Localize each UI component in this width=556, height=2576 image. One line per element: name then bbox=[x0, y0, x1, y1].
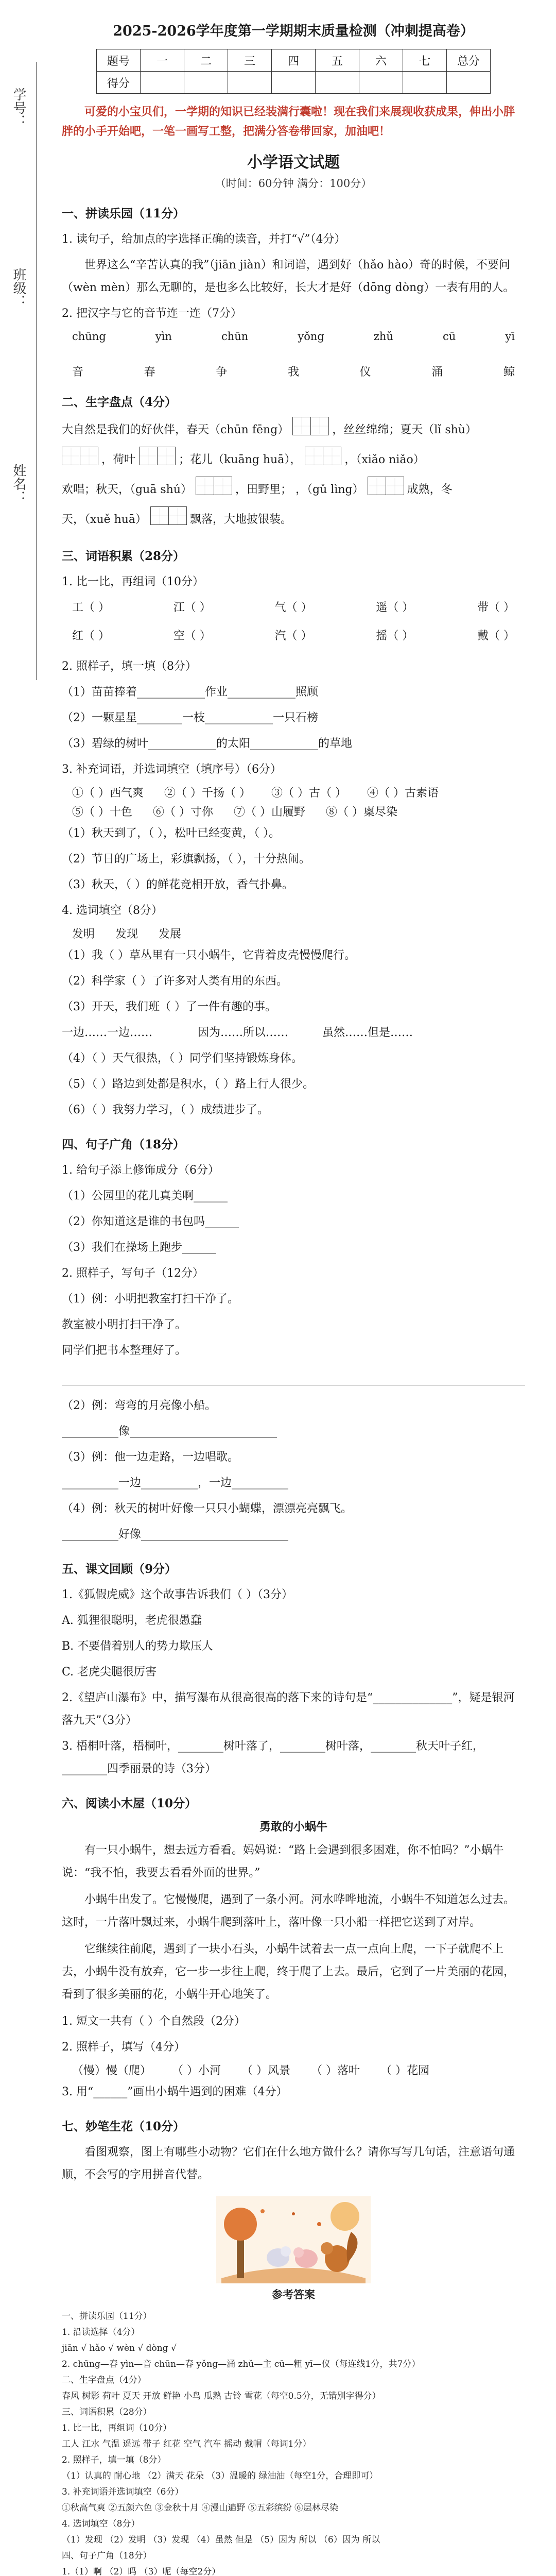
score-input[interactable] bbox=[141, 72, 184, 94]
answer-line: （1）认真的 耐心地 （2）满天 花朵 （3）温暖的 绿油油（每空1分，合理即可） bbox=[62, 2471, 378, 2481]
fill-item[interactable]: （3）我们在操场上跑步______ bbox=[62, 1241, 216, 1254]
passage-text: ，荷叶 bbox=[101, 453, 136, 466]
score-cell: 七 bbox=[403, 49, 447, 72]
example-sentence: （3）例：他一边走路，一边唱歌。 bbox=[62, 1451, 239, 1464]
example-sentence: 教室被小明打扫干净了。 bbox=[62, 1318, 187, 1331]
score-input[interactable] bbox=[184, 72, 228, 94]
pinyin-item[interactable]: cū bbox=[443, 330, 456, 343]
story-title: 勇敢的小蜗牛 bbox=[259, 1820, 327, 1834]
idiom-blank[interactable]: ⑤（ ）十色 bbox=[72, 806, 132, 819]
fill-blank[interactable]: （ ）落叶 bbox=[311, 2064, 360, 2077]
score-input[interactable] bbox=[359, 72, 403, 94]
char-item[interactable]: 春 bbox=[144, 366, 155, 379]
answer-line: 3. 补充词语并选词填空（6分） bbox=[62, 2487, 184, 2497]
score-cell: 二 bbox=[184, 49, 228, 72]
idiom-blank[interactable]: ③（ ）古（ ） bbox=[271, 787, 346, 800]
choice-option[interactable]: A. 狐狸很聪明，老虎很愚蠢 bbox=[62, 1614, 202, 1627]
passage-text: ，田野里； bbox=[235, 483, 292, 496]
pinyin-item[interactable]: zhǔ bbox=[373, 330, 393, 343]
exam-info: （时间：60分钟 满分：100分） bbox=[215, 177, 372, 190]
fill-item[interactable]: （3）开天，我们班（ ）了一件有趣的事。 bbox=[62, 1001, 276, 1013]
word-row bbox=[62, 599, 525, 615]
question: 1.《狐假虎威》这个故事告诉我们（ ）（3分） bbox=[62, 1588, 293, 1601]
question-text: 世界这么“辛苦认真的我”（jiān jiàn）和词谱，遇到好（hǎo hào）奇的时候，不要问（wèn mèn）那么无聊的，是也多么比较好，长大才是好（dōng dòng）一表有用的人。 bbox=[62, 259, 515, 294]
writing-grid[interactable] bbox=[305, 447, 341, 473]
idiom-blank[interactable]: ⑦（ ）山履野 bbox=[234, 806, 305, 819]
idiom-blank[interactable]: ⑥（ ）寸你 bbox=[153, 806, 213, 819]
score-input[interactable] bbox=[228, 72, 272, 94]
passage-line bbox=[62, 506, 525, 533]
question: 3. 补充词语，并选词填空（填序号）（6分） bbox=[62, 763, 282, 776]
passage-text: 天，（xuě huā） bbox=[62, 513, 147, 526]
answer-line: （1）发现 （2）发明 （3）发现 （4）虽然 但是 （5）因为 所以 （6）因为 所以 bbox=[62, 2535, 380, 2545]
char-row bbox=[62, 363, 525, 379]
answer-line: 一、拼读乐园（11分） bbox=[62, 2311, 152, 2321]
example-sentence: （1）例：小明把教室打扫干净了。 bbox=[62, 1293, 239, 1306]
illustration-svg bbox=[216, 2196, 371, 2283]
binding-line bbox=[36, 62, 37, 680]
writing-prompt: 看图观察，图上有哪些小动物？它们在什么地方做什么？请你写写几句话，注意语句通顺，不会写的字用拼音代替。 bbox=[62, 2146, 515, 2181]
word-blank[interactable]: 带（ ） bbox=[477, 601, 515, 614]
fill-item[interactable]: （2）你知道这是谁的书包吗______ bbox=[62, 1215, 239, 1228]
section-heading: 七、妙笔生花（10分） bbox=[62, 2120, 185, 2133]
writing-grid[interactable] bbox=[139, 447, 175, 473]
connector-options: 一边……一边…… 因为……所以…… 虽然……但是…… bbox=[62, 1026, 413, 1039]
score-cell: 三 bbox=[228, 49, 272, 72]
exam-title: 2025-2026学年度第一学期期末质量检测（冲刺提高卷） bbox=[113, 23, 474, 39]
word-option: 发明 bbox=[72, 928, 95, 941]
question: 4. 选词填空（8分） bbox=[62, 904, 163, 917]
story-paragraph: 它继续往前爬，遇到了一块小石头，小蜗牛试着去一点一点向上爬，一下子就爬不上去，小蜗牛没有放弃，它一步一步往上爬，终于爬了上去。最后，它到了一片美丽的花园，看到了很多美丽的花，小蜗牛开心地笑了。 bbox=[62, 1943, 515, 2001]
fill-item[interactable]: （6）（ ）我努力学习，（ ）成绩进步了。 bbox=[62, 1104, 269, 1116]
writing-grid[interactable] bbox=[62, 447, 98, 473]
score-cell: 一 bbox=[141, 49, 184, 72]
word-blank[interactable]: 摇（ ） bbox=[376, 630, 414, 642]
score-cell: 四 bbox=[272, 49, 316, 72]
score-table bbox=[96, 49, 491, 94]
side-label-name: 姓名： bbox=[11, 464, 26, 504]
question: 1. 比一比，再组词（10分） bbox=[62, 575, 204, 588]
answer-line: 1. 比一比，再组词（10分） bbox=[62, 2423, 172, 2433]
word-blank[interactable]: 气（ ） bbox=[274, 601, 312, 614]
answer-line: 四、句子广角（18分） bbox=[62, 2551, 152, 2561]
word-blank[interactable]: 江（ ） bbox=[173, 601, 211, 614]
autumn-animals-illustration bbox=[216, 2196, 371, 2283]
idiom-blank[interactable]: ⑧（ ）㮚尽染 bbox=[326, 806, 397, 819]
question: 1. 给句子添上修饰成分（6分） bbox=[62, 1164, 219, 1177]
writing-grid[interactable] bbox=[150, 506, 186, 533]
side-label-id: 学号： bbox=[11, 88, 26, 128]
score-table-score-row bbox=[97, 72, 491, 94]
fill-blank[interactable]: （ ）风景 bbox=[241, 2064, 291, 2077]
score-cell: 五 bbox=[316, 49, 359, 72]
question: 2. 把汉字与它的音节连一连（7分） bbox=[62, 307, 242, 320]
question: 1. 读句子，给加点的字选择正确的读音，并打“√”（4分） bbox=[62, 233, 346, 246]
question: 3. 用“______”画出小蜗牛遇到的困难（4分） bbox=[62, 2086, 288, 2098]
writing-grid[interactable] bbox=[368, 477, 404, 503]
char-item[interactable]: 鲸 bbox=[503, 366, 515, 379]
answer-key bbox=[62, 2286, 525, 2576]
fill-item[interactable]: __________好像__________________________ bbox=[62, 1528, 289, 1541]
word-blank[interactable]: 空（ ） bbox=[173, 630, 211, 642]
tree-crown-icon bbox=[224, 2208, 257, 2241]
score-label: 得分 bbox=[97, 72, 141, 94]
idiom-blank[interactable]: ②（ ）千扬（ ） bbox=[164, 787, 251, 800]
passage-text: 大自然是我们的好伙伴，春天（chūn fēng） bbox=[62, 423, 289, 436]
fill-item[interactable]: （4）（ ）天气很热，（ ）同学们坚持锻炼身体。 bbox=[62, 1052, 303, 1065]
question[interactable]: 2.《望庐山瀑布》中，描写瀑布从很高很高的落下来的诗句是“______________”，疑是银河落九天”（3分） bbox=[62, 1691, 515, 1727]
answer-line[interactable] bbox=[62, 1367, 525, 1385]
binding-margin bbox=[0, 0, 46, 721]
fill-item[interactable]: （2）科学家（ ）了许多对人类有用的东西。 bbox=[62, 975, 288, 988]
side-label-class: 班级： bbox=[11, 268, 26, 308]
word-option: 发展 bbox=[159, 928, 182, 941]
word-blank[interactable]: 工（ ） bbox=[72, 601, 110, 614]
score-input[interactable] bbox=[403, 72, 447, 94]
question[interactable]: 1. 短文一共有（ ）个自然段（2分） bbox=[62, 2015, 246, 2028]
fill-row bbox=[62, 2062, 525, 2078]
choice-option[interactable]: C. 老虎尖腿很厉害 bbox=[62, 1666, 157, 1679]
reading-passage bbox=[62, 1818, 525, 2006]
passage-text: ，（xiǎo niǎo） bbox=[344, 453, 425, 466]
exam-sheet bbox=[62, 15, 525, 2576]
fill-item[interactable]: （3）碧绿的树叶____________的太阳____________的草地 bbox=[62, 737, 352, 750]
passage-text: ；花儿（kuāng huā）， bbox=[179, 453, 302, 466]
fill-item[interactable]: __________一边__________，一边__________ bbox=[62, 1477, 289, 1489]
section-heading: 六、阅读小木屋（10分） bbox=[62, 1797, 197, 1810]
idiom-row bbox=[62, 784, 525, 800]
fill-blank[interactable]: （ ）花园 bbox=[380, 2064, 430, 2077]
answer-line: 2. chūng—春 yìn—音 chūn—春 yǒng—涌 zhǔ—主 cū—粗 yī—仪（每连线1分，共7分） bbox=[62, 2359, 421, 2369]
answer-line: 春风 树影 荷叶 夏天 开放 鲜艳 小鸟 瓜熟 古铃 雪花（每空0.5分，无错别字得分） bbox=[62, 2391, 381, 2401]
fill-item[interactable]: （1）公园里的花儿真美啊______ bbox=[62, 1190, 228, 1202]
question: 2. 照样子，填写（4分） bbox=[62, 2041, 185, 2054]
answer-line: ①秋高气爽 ②五颜六色 ③金秋十月 ④漫山遍野 ⑤五彩缤纷 ⑥层林尽染 bbox=[62, 2503, 339, 2513]
section-heading: 四、句子广角（18分） bbox=[62, 1138, 185, 1151]
answer-line: 4. 选词填空（8分） bbox=[62, 2519, 140, 2529]
word-blank[interactable]: 戴（ ） bbox=[477, 630, 515, 642]
answer-line: 1.（1）啊 （2）吗 （3）呢（每空2分） bbox=[62, 2567, 221, 2576]
char-item[interactable]: 我 bbox=[287, 366, 299, 379]
score-cell: 六 bbox=[359, 49, 403, 72]
char-item[interactable]: 仪 bbox=[359, 366, 371, 379]
question: 2. 照样子，写句子（12分） bbox=[62, 1267, 204, 1280]
fill-item[interactable]: （1）苗苗捧着____________作业____________照顾 bbox=[62, 686, 318, 699]
passage-text: 成熟，冬 bbox=[407, 483, 453, 496]
passage-text: ，（gǔ lìng） bbox=[296, 483, 364, 496]
pinyin-item[interactable]: chūng bbox=[72, 330, 106, 343]
char-item[interactable]: 争 bbox=[216, 366, 228, 379]
fill-item[interactable]: （5）（ ）路边到处都是积水，（ ）路上行人很少。 bbox=[62, 1078, 314, 1091]
section-heading: 一、拼读乐园（11分） bbox=[62, 207, 185, 221]
example-sentence: 同学们把书本整理好了。 bbox=[62, 1344, 187, 1357]
fill-item[interactable]: （1）秋天到了，（ ），松叶已经变黄，（ ）。 bbox=[62, 827, 280, 840]
section-heading: 五、课文回顾（9分） bbox=[62, 1562, 177, 1576]
pinyin-item[interactable]: yǒng bbox=[298, 330, 324, 343]
idiom-row bbox=[62, 803, 525, 819]
fill-item[interactable]: （1）我（ ）草丛里有一只小蜗牛，它背着皮壳慢慢爬行。 bbox=[62, 949, 356, 962]
score-table-header-row bbox=[97, 49, 491, 72]
encouragement-notice: 可爱的小宝贝们，一学期的知识已经装满行囊啦！现在我们来展现收获成果，伸出小胖胖的小手开始吧，一笔一画写工整，把满分答卷带回家，加油吧！ bbox=[62, 105, 515, 138]
answer-line: 三、词语积累（28分） bbox=[62, 2407, 152, 2417]
pinyin-item[interactable]: yìn bbox=[155, 330, 172, 343]
pinyin-item[interactable]: yī bbox=[505, 330, 515, 343]
question: 2. 照样子，填一填（8分） bbox=[62, 660, 197, 673]
answer-key-title: 参考答案 bbox=[272, 2288, 315, 2301]
story-paragraph: 有一只小蜗牛，想去远方看看。妈妈说：“路上会遇到很多困难，你不怕吗？”小蜗牛说：“我不怕，我要去看看外面的世界。” bbox=[62, 1844, 504, 1879]
pinyin-item[interactable]: chūn bbox=[221, 330, 249, 343]
passage-text: ，丝丝绵绵；夏天（lǐ shù） bbox=[332, 423, 477, 436]
word-blank[interactable]: 遥（ ） bbox=[376, 601, 414, 614]
answer-line: 1. 沿读选择（4分） bbox=[62, 2327, 140, 2337]
score-input[interactable] bbox=[447, 72, 491, 94]
score-input[interactable] bbox=[316, 72, 359, 94]
choice-option[interactable]: B. 不要借着别人的势力欺压人 bbox=[62, 1640, 214, 1653]
section-heading: 二、生字盘点（4分） bbox=[62, 395, 177, 409]
example-sentence: （2）例：弯弯的月亮像小船。 bbox=[62, 1399, 216, 1412]
fill-item[interactable]: （2）一颗星星________一枝____________一只石榜 bbox=[62, 711, 318, 724]
passage-text: 飘落，大地披银装。 bbox=[190, 513, 292, 526]
sun-icon bbox=[331, 2202, 359, 2231]
passage-line bbox=[62, 477, 525, 503]
passage-line bbox=[62, 417, 525, 444]
fill-blank[interactable]: （ ）小河 bbox=[172, 2064, 221, 2077]
passage-line bbox=[62, 447, 525, 473]
answer-line: 二、生字盘点（4分） bbox=[62, 2375, 146, 2385]
word-row bbox=[62, 627, 525, 643]
score-cell: 总分 bbox=[447, 49, 491, 72]
answer-line: 2. 照样子，填一填（8分） bbox=[62, 2455, 166, 2465]
exam-subtitle: 小学语文试题 bbox=[247, 154, 340, 172]
example-sentence: （4）例：秋天的树叶好像一只只小蝴蝶，漂漂亮亮飘飞。 bbox=[62, 1502, 352, 1515]
story-paragraph: 小蜗牛出发了。它慢慢爬，遇到了一条小河。河水哗哗地流，小蜗牛不知道怎么过去。这时，一片落叶飘过来，小蜗牛爬到落叶上，落叶像一只小船一样把它送到了对岸。 bbox=[62, 1893, 515, 1929]
idiom-blank[interactable]: ①（ ）西气爽 bbox=[72, 787, 144, 800]
word-options bbox=[62, 925, 525, 941]
pinyin-row bbox=[62, 330, 525, 343]
word-blank[interactable]: 汽（ ） bbox=[274, 630, 312, 642]
passage-text: 欢唱；秋天，（guā shú） bbox=[62, 483, 192, 496]
score-cell: 题号 bbox=[97, 49, 141, 72]
answer-line: jiān √ hǎo √ wèn √ dòng √ bbox=[62, 2343, 177, 2353]
writing-grid[interactable] bbox=[196, 477, 232, 503]
section-heading: 三、词语积累（28分） bbox=[62, 549, 185, 563]
char-item[interactable]: 涌 bbox=[431, 366, 443, 379]
writing-grid[interactable] bbox=[292, 417, 328, 444]
fill-blank: （慢）慢（爬） bbox=[72, 2064, 152, 2077]
fill-item[interactable]: __________像__________________________ bbox=[62, 1425, 277, 1438]
word-blank[interactable]: 红（ ） bbox=[72, 630, 110, 642]
question[interactable]: 3. 梧桐叶落，梧桐叶，________树叶落了，________树叶落，________秋天叶子红，________四季丽景的诗（3分） bbox=[62, 1740, 484, 1775]
fill-item[interactable]: （2）节日的广场上，彩旗飘扬，（ ），十分热闹。 bbox=[62, 853, 310, 866]
answer-line: 工人 江水 气温 遥远 带子 红花 空气 汽车 摇动 戴帽（每词1分） bbox=[62, 2439, 311, 2449]
fill-item[interactable]: （3）秋天，（ ）的鲜花竞相开放，香气扑鼻。 bbox=[62, 878, 293, 891]
word-option: 发现 bbox=[115, 928, 138, 941]
char-item[interactable]: 音 bbox=[72, 366, 84, 379]
score-input[interactable] bbox=[272, 72, 316, 94]
idiom-blank[interactable]: ④（ ）古素语 bbox=[367, 787, 439, 800]
